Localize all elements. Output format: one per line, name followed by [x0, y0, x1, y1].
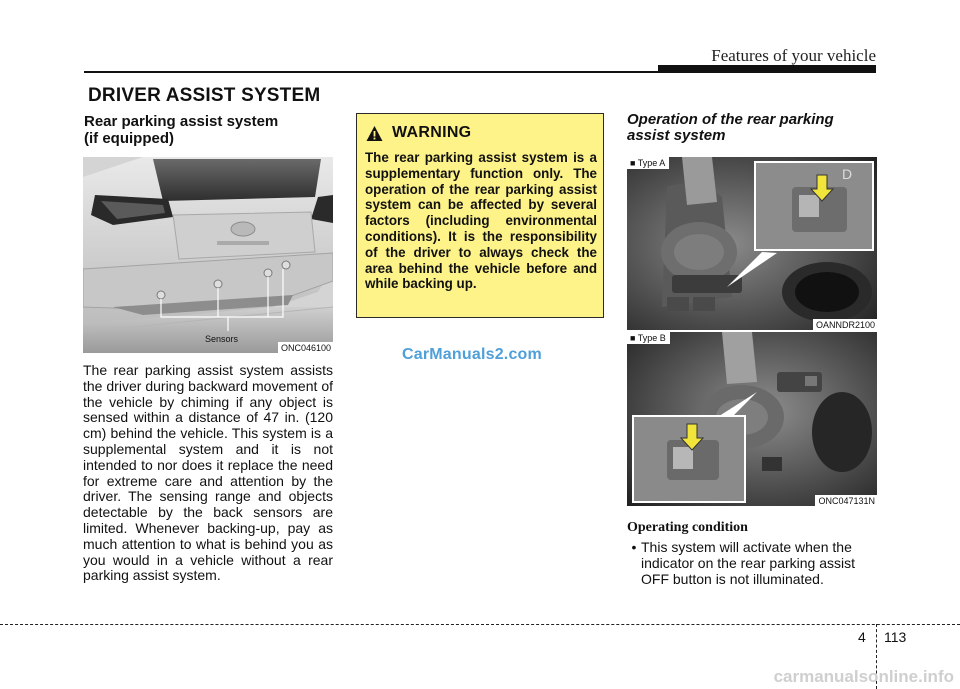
car-rear-illustration: [83, 157, 333, 353]
bottom-watermark: carmanualsonline.info: [773, 667, 954, 686]
rear-bumper-figure: [83, 157, 333, 353]
rear-parking-description: The rear parking assist system assists the driver during backward movement of the vehicle by chiming if any object is sensed within a distance of 47 in. (120 cm) behind the vehicle. This system is a supplemental system and it is not intended to nor does it replace the need for extreme care and attention by the driver. The sensing range and objects detectable by the back sensors are limited. Whenever backing-up, pay as much attention to what is behind you as you would in a vehicle without a rear parking assist system.: [83, 362, 333, 584]
section-title: DRIVER ASSIST SYSTEM: [88, 85, 321, 106]
figure-b-code: ONC047131N: [815, 495, 877, 506]
warning-text: The rear parking assist system is a supplementary function only. The operation of the rear parking assist system can be affected by several factors (including environmental conditions). It is the responsibility of the driver to always check the area behind the vehicle before and while backing up.: [365, 150, 597, 292]
operation-heading-line-2: assist system: [627, 127, 726, 144]
operating-condition-list: [627, 540, 878, 587]
warning-header: [366, 124, 471, 142]
type-a-illustration: [627, 157, 877, 330]
running-header: Features of your vehicle: [711, 46, 876, 65]
header-rule: [84, 71, 876, 73]
warning-triangle-icon: [366, 125, 383, 142]
svg-text:D: D: [842, 166, 853, 182]
chapter-number: 4: [858, 629, 866, 645]
list-item: [627, 540, 878, 587]
operation-heading-line-1: Operation of the rear parking: [627, 111, 834, 128]
bullet-dot: •: [631, 539, 637, 555]
type-a-figure: [627, 157, 877, 330]
heading-line-1: Rear parking assist system: [84, 113, 279, 130]
warning-title: WARNING: [392, 124, 472, 141]
type-a-label: ■ Type A: [627, 157, 669, 169]
site-watermark: CarManuals2.com: [402, 346, 542, 363]
heading-line-2: (if equipped): [84, 130, 174, 147]
list-item-text: This system will activate when the indicator on the rear parking assist OFF button is not illuminated.: [641, 539, 855, 587]
type-b-figure: [627, 332, 877, 506]
figure-code: ONC046100: [278, 342, 333, 353]
rear-parking-heading: [84, 113, 334, 147]
operating-condition-title: Operating condition: [627, 520, 748, 535]
type-b-illustration: [627, 332, 877, 506]
page-number: 113: [884, 629, 907, 645]
figure-a-code: OANNDR2100: [813, 319, 877, 330]
warning-box: [356, 113, 604, 318]
type-b-label: ■ Type B: [627, 332, 670, 344]
operation-heading: [627, 112, 877, 144]
sensors-callout: Sensors: [205, 334, 239, 344]
footer-rule: [0, 624, 960, 625]
